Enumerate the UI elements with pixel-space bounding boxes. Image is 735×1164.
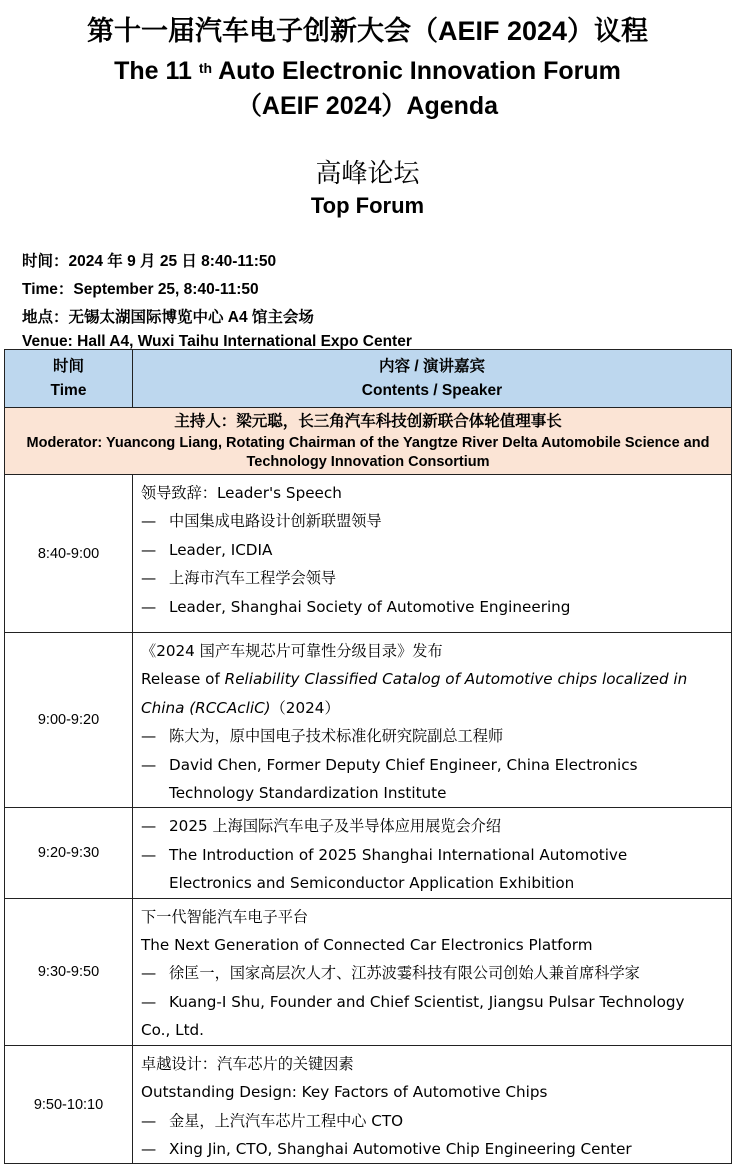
forum-name-chinese: 高峰论坛 (315, 159, 420, 189)
table-row (5, 633, 732, 808)
forum-name-english: Top Forum (310, 193, 425, 218)
row-content (133, 808, 732, 898)
row-title: 《2024 国产车规芯片可靠性分级目录》发布 (141, 642, 443, 660)
moderator-en: Moderator: Yuancong Liang, Rotating Chairman of the Yangtze River Delta Automobile Science and Technology Innovation Consortium (26, 435, 710, 470)
header-time-en: Time (50, 381, 87, 399)
header-time-cell (5, 350, 133, 408)
row-title: 下一代智能汽车电子平台 (141, 907, 309, 926)
agenda-table (4, 349, 732, 1164)
list-item: — Leader, Shanghai Society of Automotive Engineering (141, 597, 571, 616)
row-time: 9:50-10:10 (5, 1045, 133, 1164)
list-item-continuation: Technology Standardization Institute (169, 784, 447, 803)
meta-venue-cn: 地点：无锡太湖国际博览中心 A4 馆主会场 (22, 309, 314, 326)
list-item: — 徐匡一，国家高层次人才、江苏波霎科技有限公司创始人兼首席科学家 (141, 964, 640, 983)
row-time: 8:40-9:00 (5, 475, 133, 633)
row-title-en: Outstanding Design: Key Factors of Automotive Chips (141, 1083, 548, 1102)
title-chinese: 第十一届汽车电子创新大会（AEIF 2024）议程 (86, 16, 649, 46)
list-item: — Xing Jin, CTO, Shanghai Automotive Chip Engineering Center (141, 1139, 632, 1158)
title-english-line2: （AEIF 2024）Agenda (236, 92, 499, 120)
list-item: — 中国集成电路设计创新联盟领导 (141, 512, 382, 531)
row-content (133, 1045, 732, 1164)
list-item-continuation: Co., Ltd. (141, 1021, 204, 1040)
title-english-suffix: Auto Electronic Innovation Forum (212, 57, 621, 85)
release-line-2: China (RCCAcliC)（2024） (141, 698, 340, 717)
moderator-cell (5, 408, 732, 475)
list-item: — 陈大为，原中国电子技术标准化研究院副总工程师 (141, 727, 504, 746)
list-item: — The Introduction of 2025 Shanghai International Automotive (141, 845, 628, 864)
row-time: 9:30-9:50 (5, 898, 133, 1045)
table-row (5, 1045, 732, 1164)
list-item-continuation: Electronics and Semiconductor Application Exhibition (169, 874, 575, 893)
row-time: 9:20-9:30 (5, 808, 133, 898)
row-content (133, 633, 732, 808)
list-item: — Kuang-I Shu, Founder and Chief Scientist, Jiangsu Pulsar Technology (141, 992, 685, 1011)
list-item: — 2025 上海国际汽车电子及半导体应用展览会介绍 (141, 817, 502, 836)
table-row (5, 475, 732, 633)
meta-venue-en: Venue: Hall A4, Wuxi Taihu International Expo Center (22, 333, 412, 350)
meta-time-cn: 时间：2024 年 9 月 25 日 8:40-11:50 (22, 253, 277, 270)
row-content (133, 475, 732, 633)
moderator-row (5, 408, 732, 475)
list-item: — David Chen, Former Deputy Chief Engineer, China Electronics (141, 755, 638, 774)
title-english (0, 55, 735, 87)
table-row (5, 808, 732, 898)
title-superscript: th (198, 60, 213, 76)
table-row (5, 898, 732, 1045)
row-time: 9:00-9:20 (5, 633, 133, 808)
release-line-1: Release of Reliability Classified Catalog of Automotive chips localized in (141, 670, 688, 689)
meta-time-en: Time：September 25, 8:40-11:50 (22, 281, 259, 298)
list-item: — 上海市汽车工程学会领导 (141, 569, 337, 588)
moderator-cn: 主持人：梁元聪，长三角汽车科技创新联合体轮值理事长 (174, 413, 562, 430)
row-title: 领导致辞：Leader's Speech (141, 484, 342, 502)
title-english-prefix: The 11 (114, 57, 192, 85)
table-header-row (5, 350, 732, 408)
list-item: — Leader, ICDIA (141, 540, 273, 559)
header-content-cell (133, 350, 732, 408)
row-title: 卓越设计：汽车芯片的关键因素 (141, 1054, 354, 1073)
list-item: — 金星，上汽汽车芯片工程中心 CTO (141, 1111, 404, 1130)
row-title-en: The Next Generation of Connected Car Electronics Platform (141, 936, 593, 955)
header-content-en: Contents / Speaker (361, 381, 503, 399)
header-time-cn: 时间 (52, 357, 84, 375)
row-content (133, 898, 732, 1045)
header-content-cn: 内容 / 演讲嘉宾 (379, 357, 485, 375)
